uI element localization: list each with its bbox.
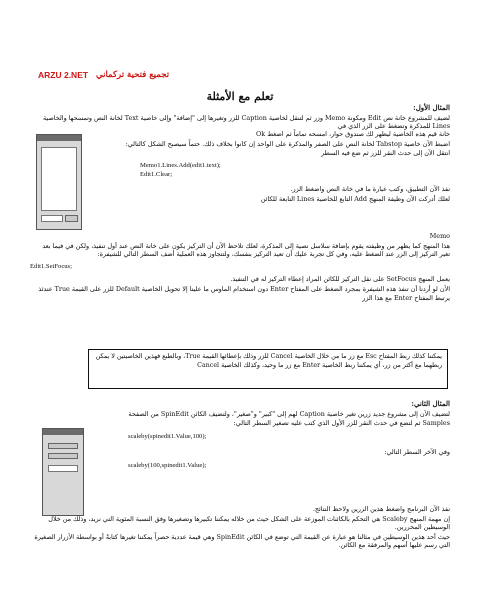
section2-heading: المثال الثاني: (411, 399, 450, 408)
spinedit-box (48, 465, 78, 472)
section2-para5: حيث أحد هذين الوسيطين في مثالنا هو عبارة عن القيمة التي توضع في الكائن SpinEdit وهي قيمة عددية حصراً يمكننا تغيرها كتابةً أو بواسطة الأزرار الصغيرة التي رسم عليها أسهم والمرفقة مع الكائن. (34, 532, 450, 550)
section1-code3: Edit1.SetFocus; (30, 262, 72, 270)
window-titlebar (37, 135, 81, 141)
note-box: يمكننا كذلك ربط المفتاح Esc مع زر ما من خلال الخاصية Cancel للزر وذلك بإعطائها القيمة True، وبالطبع فهذين الخاصيتين لا يمكن ربطهما مع أكثر من زر، أي يمكننا ربط الخاصية Enter مع زر ما وحيد، وكذلك الخاصية Cancel (88, 349, 448, 389)
page-title: تعلم مع الأمثلة (206, 90, 274, 103)
section1-para3: اضبط الآن خاصية Tabstop لخانة النص على الصفر والمذكرة على الواحد إن كانوا بخلاف ذلك. حتماً سيصبح الشكل كالتالي: (125, 139, 450, 148)
section1-para10: الأن لو أردنا أن تنفذ هذه الشيفرة بمجرد الضغط على المفتاح Enter دون استخدام الماوس ما علينا إلا تحويل الخاصية Default للزر على القيمة True عندئذ يرتبط المفتاح Enter مع هذا الزر (38, 284, 450, 302)
section2-code1: scaleby(spinedit1.Value,100); (128, 433, 207, 441)
section1-column (112, 130, 450, 204)
section2-intro (30, 400, 450, 410)
section2-para4: إن مهمة المنهج Scaleby هي التحكم بالكائنات الموزعة على الشكل حيث من خلاله يمكننا تكبيرها وتصغيرها وفق النسبة المئوية التي نريد، وذلك من خلال الوسيطين المحررين. (48, 514, 450, 532)
section1-para4: انتقل الآن إلى حدث النقر للزر ثم ضع فيه السطر (321, 149, 450, 158)
section2-column (112, 410, 450, 477)
header-brand: ARZU 2.NET (38, 70, 89, 80)
memo-box (41, 147, 77, 211)
window-titlebar (43, 429, 83, 435)
section1-para2: خانة قيم هذه الخاصية ليظهر لك صندوق حوار، امسحه تماماً ثم اضغط Ok (256, 130, 450, 138)
shrink-button (48, 453, 78, 459)
form-window-example1 (36, 134, 82, 230)
section1-para6: لعلك أدركت الآن وظيفة المنهج Add التابع للخاصية Lines التابعة للكائن (260, 194, 450, 203)
section1-para9: يعمل المنهج SetFocus على نقل التركيز للكائن المراد إعطاء التركيز له في التنفيذ. (230, 275, 450, 284)
add-button (65, 215, 78, 222)
edit-box (41, 215, 63, 222)
section2-para2: وفي الآخر السطر التالي: (384, 447, 450, 456)
header-subtitle: تجميع فتحية تركماني (96, 70, 170, 80)
section2-para3: نفذ الآن البرنامج واضغط هذين الزرين ولاحظ النتائج. (312, 505, 450, 513)
section1-para8: هذا المنهج كما يظهر من وظيفته يقوم بإضافة سلاسل نصية إلى المذكرة، لعلك تلاحظ الآن أن التركيز يكون على خانة النص عند أول تنفيذ، ولكن في فيما بعد تغير التركيز إلى الزر عند الضغط عليه، وفي كل تجربة عليك أن تعيد التركيز بنفسك، ولتتجاوز هذه العملية أضف السطر التالي للشيفرة: (42, 241, 450, 259)
section1-code1: Memo1.Lines.Add(edit1.text); (140, 161, 221, 169)
section2-para1: لتضيف الآن إلى مشروع جديد زرين تغير خاصية Caption لهم إلى "كبير" و"صغير"، ولتضيف الكائن SpinEdit من الصفحة Samples ثم لتضع في حدث النقر للزر الأول الذي كتب عليه تصغير السطر التالي: (128, 410, 450, 427)
section1-intro (30, 104, 450, 132)
section1-code2: Edit1.Clear; (140, 171, 173, 179)
section1-body (30, 232, 450, 303)
section2-code2: scaleby(100,spinedit1.Value); (128, 462, 207, 470)
section1-para7: Memo (429, 232, 450, 240)
form-window-example2 (42, 428, 84, 516)
section1-heading: المثال الأول: (413, 103, 450, 112)
section2-body (30, 505, 450, 551)
enlarge-button (48, 443, 78, 449)
section1-para1: لضيف للمشروع خانة نص Edit ومكونة Memo وزر ثم لتنقل لخاصية Caption للزر وتغيرها إلى "إضافة" وإلى خاصية Text لخانة النص وتمسحها والخاصية Lines للمذكرة وتضغط على الزر الذي في (43, 113, 450, 131)
section1-para5: نفذ الآن التطبيق، وكتب عبارة ما في خانة النص واضغط الزر. (290, 184, 450, 193)
